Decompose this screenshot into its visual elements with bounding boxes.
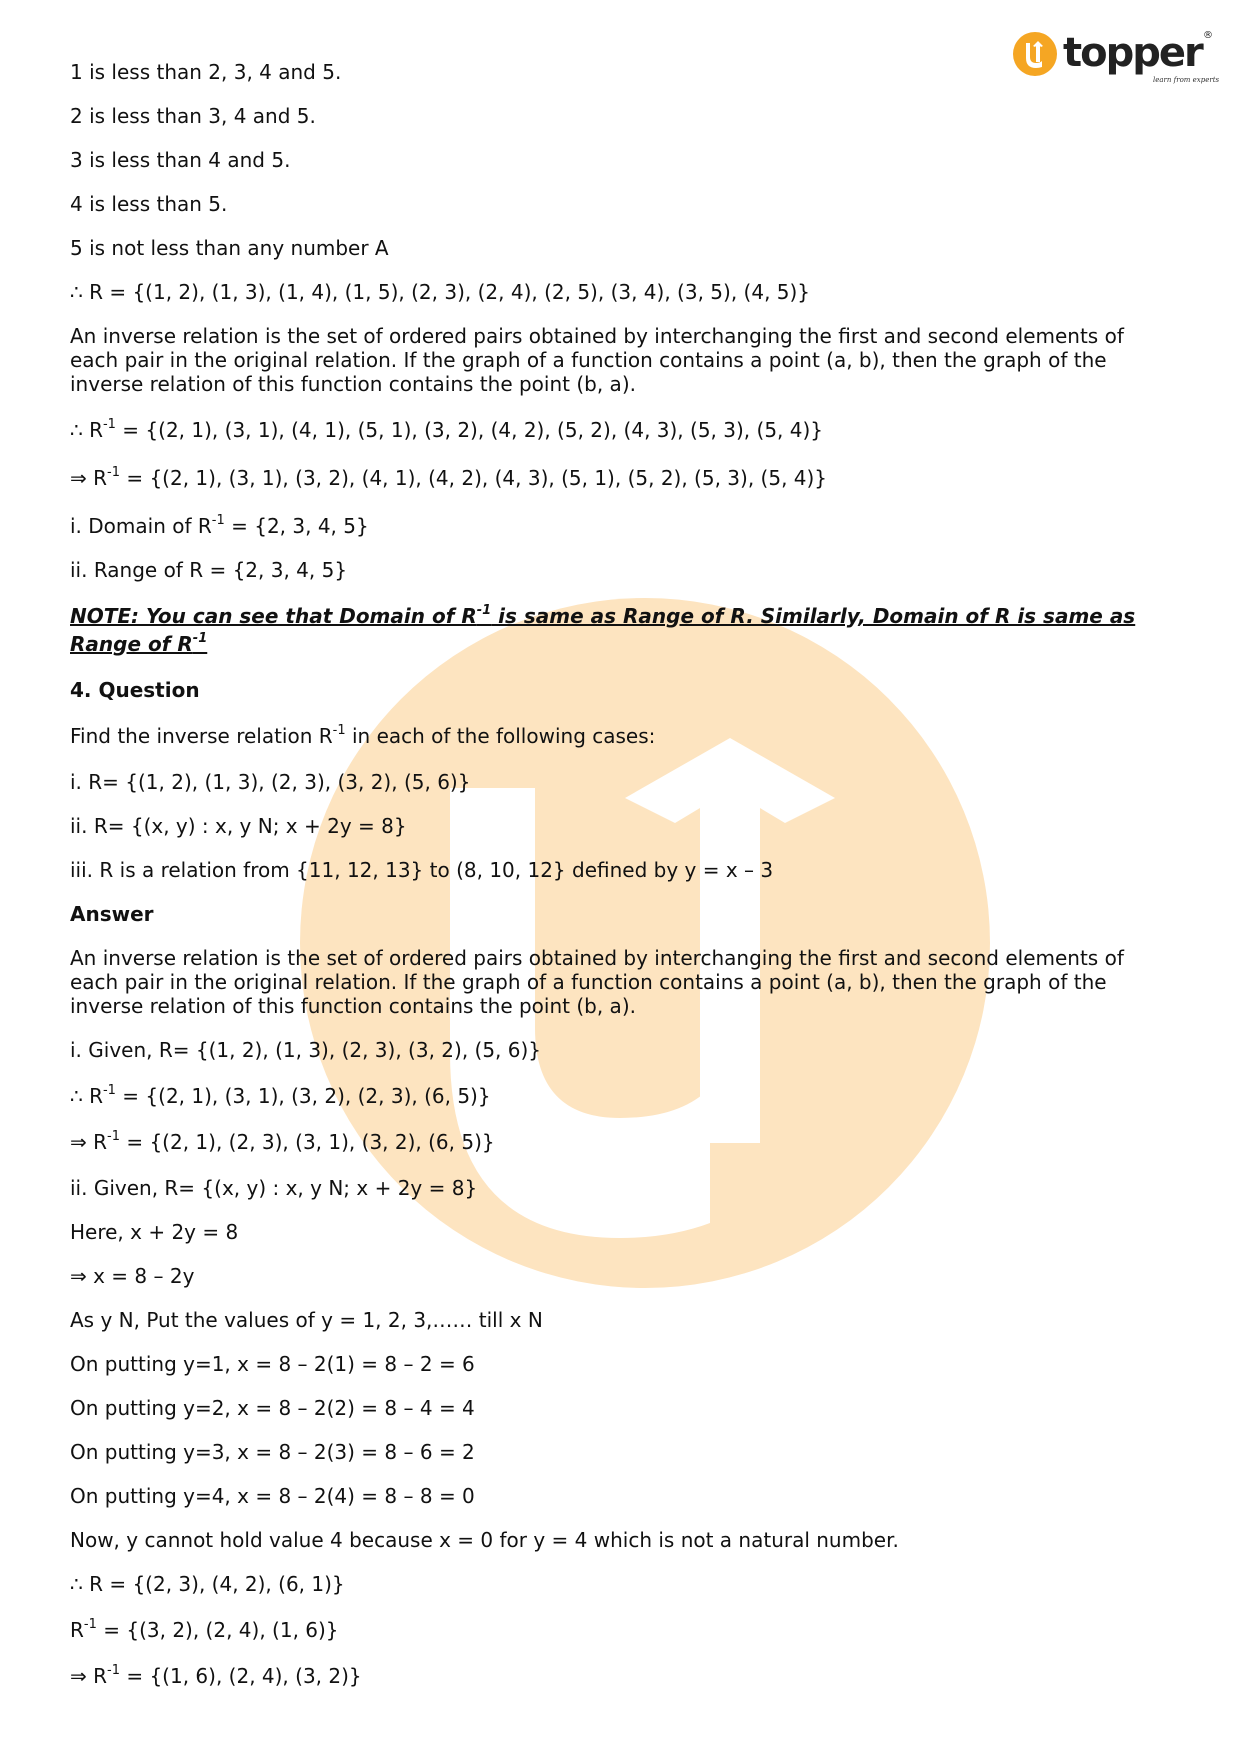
range-line: ii. Range of R = {2, 3, 4, 5} [70, 558, 348, 582]
superscript: -1 [211, 513, 225, 528]
question-text [70, 724, 655, 748]
text-segment: ∴ R [70, 1084, 103, 1108]
question-part: ii. R= {(x, y) : x, y N; x + 2y = 8} [70, 814, 407, 838]
superscript: -1 [107, 1663, 120, 1678]
logo-text: topper [1063, 30, 1202, 76]
superscript: -1 [102, 1083, 116, 1098]
answer-line [70, 1084, 491, 1108]
question-part: iii. R is a relation from {11, 12, 13} to (8, 10, 12} defined by y = x – 3 [70, 858, 774, 882]
answer-line: ⇒ x = 8 – 2y [70, 1264, 195, 1288]
superscript: -1 [192, 631, 208, 646]
answer-line: Here, x + 2y = 8 [70, 1220, 239, 1244]
note [70, 602, 1160, 658]
superscript: -1 [107, 465, 120, 480]
superscript: -1 [476, 603, 492, 618]
text-segment: = {(2, 1), (2, 3), (3, 1), (3, 2), (6, 5)} [119, 1130, 495, 1154]
logo-tagline: learn from experts [1153, 76, 1220, 84]
question-part: i. R= {(1, 2), (1, 3), (2, 3), (3, 2), (5, 6)} [70, 770, 471, 794]
question-heading: 4. Question [70, 678, 200, 702]
inverse-relation-definition: An inverse relation is the set of ordered pairs obtained by interchanging the first and second elements of each pair in the original relation. If the graph of a function contains a point (a, b), then the graph of the inverse relation of this function contains the point (b, a). [70, 324, 1124, 396]
text-segment: = {(2, 1), (3, 1), (3, 2), (4, 1), (4, 2), (4, 3), (5, 1), (5, 2), (5, 3), (5, 4)} [119, 466, 828, 490]
text-segment: NOTE: You can see that Domain of R [70, 604, 477, 628]
text-segment: R [70, 1618, 84, 1642]
text-segment: i. Domain of R [70, 514, 212, 538]
text-line: 4 is less than 5. [70, 192, 228, 216]
superscript: -1 [107, 1129, 120, 1144]
answer-line [70, 1664, 362, 1688]
answer-line: On putting y=3, x = 8 – 2(3) = 8 – 6 = 2 [70, 1440, 475, 1464]
answer-line: On putting y=1, x = 8 – 2(1) = 8 – 2 = 6 [70, 1352, 475, 1376]
superscript: -1 [332, 723, 346, 738]
registered-mark: ® [1203, 30, 1213, 41]
text-segment: ⇒ R [70, 1664, 108, 1688]
utopper-logo-icon [1013, 26, 1220, 88]
text-line: 2 is less than 3, 4 and 5. [70, 104, 316, 128]
answer-line: ∴ R = {(2, 3), (4, 2), (6, 1)} [70, 1572, 345, 1596]
answer-line: As y N, Put the values of y = 1, 2, 3,…… till x N [70, 1308, 543, 1332]
text-segment: = {(3, 2), (2, 4), (1, 6)} [96, 1618, 339, 1642]
answer-line: Now, y cannot hold value 4 because x = 0 for y = 4 which is not a natural number. [70, 1528, 899, 1552]
text-segment: ⇒ R [70, 1130, 108, 1154]
text-segment: in each of the following cases: [345, 724, 656, 748]
answer-line: ii. Given, R= {(x, y) : x, y N; x + 2y = 8} [70, 1176, 478, 1200]
text-line: 3 is less than 4 and 5. [70, 148, 291, 172]
superscript: -1 [83, 1617, 97, 1632]
relation-r: ∴ R = {(1, 2), (1, 3), (1, 4), (1, 5), (2, 3), (2, 4), (2, 5), (3, 4), (3, 5), (4, 5)} [70, 280, 811, 304]
answer-heading: Answer [70, 902, 154, 926]
answer-line: On putting y=4, x = 8 – 2(4) = 8 – 8 = 0 [70, 1484, 475, 1508]
text-line: 1 is less than 2, 3, 4 and 5. [70, 60, 342, 84]
text-segment: ∴ R [70, 418, 103, 442]
text-segment: = {(1, 6), (2, 4), (3, 2)} [119, 1664, 362, 1688]
superscript: -1 [102, 417, 116, 432]
text-segment: Find the inverse relation R [70, 724, 333, 748]
inverse-relation-line [70, 418, 823, 442]
answer-line: i. Given, R= {(1, 2), (1, 3), (2, 3), (3, 2), (5, 6)} [70, 1038, 542, 1062]
answer-line [70, 1130, 495, 1154]
answer-line: On putting y=2, x = 8 – 2(2) = 8 – 4 = 4 [70, 1396, 475, 1420]
domain-line [70, 514, 369, 538]
inverse-relation-definition: An inverse relation is the set of ordered pairs obtained by interchanging the first and second elements of each pair in the original relation. If the graph of a function contains a point (a, b), then the graph of the inverse relation of this function contains the point (b, a). [70, 946, 1124, 1018]
answer-line [70, 1618, 339, 1642]
text-segment: = {(2, 1), (3, 1), (4, 1), (5, 1), (3, 2), (4, 2), (5, 2), (4, 3), (5, 3), (5, 4)} [115, 418, 824, 442]
text-segment: ⇒ R [70, 466, 108, 490]
text-segment: is same as Range of R. Similarly, Domain of R is same as Range of R [70, 604, 1136, 656]
text-segment: = {2, 3, 4, 5} [224, 514, 369, 538]
inverse-relation-line [70, 466, 827, 490]
text-line: 5 is not less than any number A [70, 236, 389, 260]
text-segment: = {(2, 1), (3, 1), (3, 2), (2, 3), (6, 5)} [115, 1084, 491, 1108]
